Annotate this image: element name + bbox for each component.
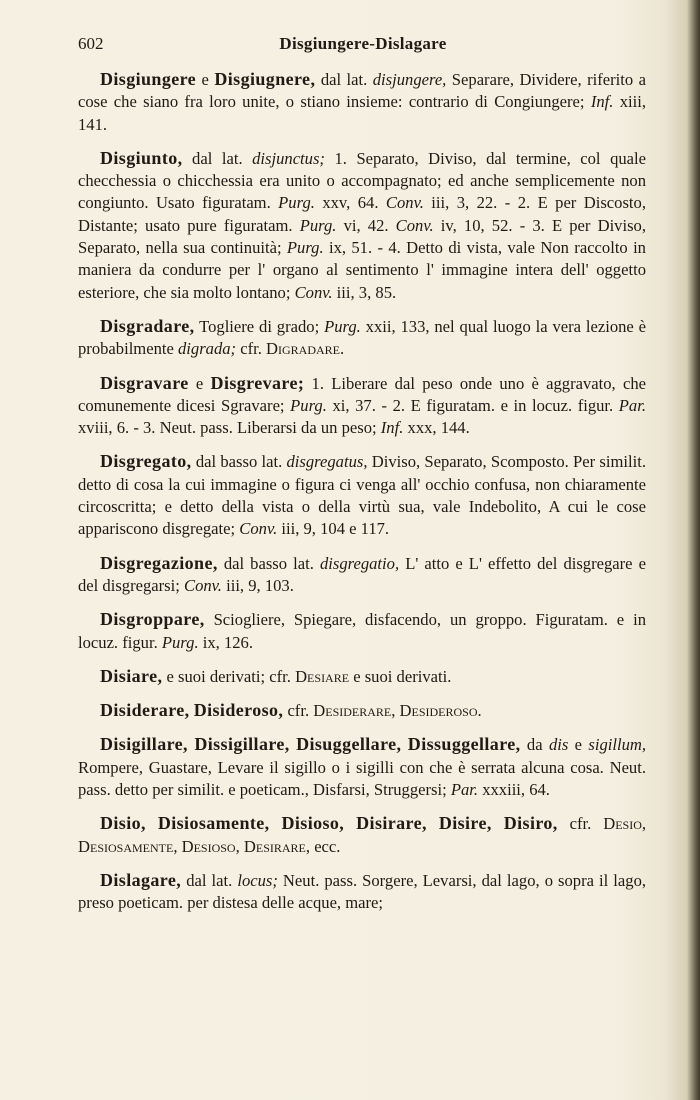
cross-reference: Digradare. <box>266 339 345 359</box>
headword: Disiare, <box>100 665 163 686</box>
entry-text: iii, 9, 104 e 117. <box>277 519 390 539</box>
entry-text: e suoi derivati; cfr. <box>162 666 296 686</box>
headword: Disioso, <box>281 813 345 834</box>
headword: Disgravare <box>100 372 189 393</box>
dictionary-entries <box>78 68 646 926</box>
italic-text: Conv. <box>294 282 333 302</box>
dictionary-entry <box>78 812 646 858</box>
entry-text: Sciogliere, Spiegare, disfacendo, un groppo. Figuratam. e in locuz. figur. <box>78 610 646 652</box>
dictionary-entry <box>78 608 646 654</box>
entry-text: vi, 42. <box>336 215 396 235</box>
entry-text: iv, 10, 52. - 3. E per Diviso, Separato, nella sua continuità; <box>78 215 646 258</box>
entry-text <box>146 814 158 833</box>
headword: Disideroso, <box>193 700 284 721</box>
italic-text: Conv. <box>395 215 434 235</box>
dictionary-entry <box>78 372 646 440</box>
entry-text: L' atto e L' effetto del disgregare e del disgregarsi; <box>78 553 646 595</box>
italic-text: Conv. <box>385 193 424 213</box>
dictionary-entry <box>78 315 646 361</box>
page-binding-edge <box>688 0 700 1100</box>
page-header <box>78 34 648 58</box>
italic-text: disgregatus, <box>286 452 368 472</box>
headword: Dissuggellare, <box>407 734 521 755</box>
dictionary-entry <box>78 147 646 304</box>
entry-text: dal lat. <box>315 70 373 89</box>
headword: Disgiungere <box>100 69 197 89</box>
italic-text: disjunctus; <box>252 148 325 168</box>
entry-text: 1. Liberare dal peso onde uno è aggravato, che comunemente dicesi Sgravare; <box>78 373 646 415</box>
headword: Disgregazione, <box>100 552 218 573</box>
entry-text: Diviso, Separato, Scomposto. Per similit. detto di cosa la cui immagine o figura ci venga all' occhio confusa, non chiaramente circoscritta; e detto della vista o della virtù sua, vale Indebolito, A cui le cose appariscono disgregate; <box>78 452 646 539</box>
entry-text: cfr. <box>236 339 267 359</box>
entry-text <box>344 814 356 833</box>
dictionary-entry <box>78 869 646 915</box>
italic-text: Inf. <box>380 418 404 438</box>
headword: Disgroppare, <box>100 609 205 630</box>
dictionary-entry <box>78 665 646 688</box>
entry-text: xxxiii, 64. <box>478 780 550 800</box>
headword: Disirare, <box>356 813 427 834</box>
entry-text: xi, 37. - 2. E figuratam. e in locuz. figur. <box>326 395 619 415</box>
dictionary-entry <box>78 699 646 722</box>
entry-text: e suoi derivati. <box>349 666 452 686</box>
headword: Disio, <box>100 813 146 834</box>
entry-text: e <box>196 70 215 89</box>
entry-text: Separare, Dividere, riferito a cose che siano fra loro unite, o stiano insieme: contrario di Congiungere; <box>78 70 647 112</box>
entry-text: dal lat. <box>181 870 238 890</box>
headword: Disgiugnere, <box>214 69 316 89</box>
headword: Disgiunto, <box>100 147 183 168</box>
entry-text: xiii, 141. <box>78 92 646 134</box>
dictionary-entry <box>78 552 646 598</box>
headword: Disgradare, <box>100 315 195 336</box>
headword: Disigillare, <box>100 734 188 755</box>
entry-text: xxii, 133, nel qual luogo la vera lezione è probabilmente <box>78 316 647 359</box>
headword: Dislagare, <box>100 869 182 890</box>
entry-text: Neut. pass. Sorgere, Levarsi, dal lago, o sopra il lago, preso poeticam. per distesa delle acque, mare; <box>78 870 647 913</box>
italic-text: Conv. <box>239 519 278 539</box>
italic-text: Purg. <box>324 316 361 336</box>
entry-text <box>270 814 282 833</box>
entry-text: dal lat. <box>182 148 253 168</box>
headword: Dissigillare, <box>194 734 290 755</box>
entry-text: xxx, 144. <box>403 418 470 438</box>
entry-text: da <box>520 735 549 755</box>
italic-text: locus; <box>237 870 278 890</box>
entry-text: iii, 3, 22. - 2. E per Discosto, Distante; usato pure figuratam. <box>78 193 646 235</box>
entry-text: dal basso lat. <box>191 452 287 472</box>
cross-reference: Desiare <box>295 666 350 686</box>
entry-text: xviii, 6. - 3. Neut. pass. Liberarsi da un peso; <box>78 418 381 438</box>
entry-text: iii, 3, 85. <box>332 282 397 302</box>
entry-text: ix, 51. - 4. Detto di vista, vale Non raccolto in maniera da condurre per l' organo al sentimento l' immagine intera dell' oggetto esteriore, che sia molto lontano; <box>78 238 646 302</box>
italic-text: dis <box>548 735 569 755</box>
italic-text: Inf. <box>590 92 614 112</box>
page-number: 602 <box>78 34 104 53</box>
entry-text: cfr. <box>557 814 604 834</box>
italic-text: Par. <box>618 395 646 415</box>
italic-text: Purg. <box>286 238 324 258</box>
italic-text: disgregatio, <box>319 553 400 573</box>
entry-text: Rompere, Guastare, Levare il sigillo o i sigilli con che è serrata alcuna cosa. Neut. pass. detto per similit. e poeticam., Disfarsi, Struggersi; <box>78 757 646 800</box>
entry-text: cfr. <box>283 701 314 721</box>
italic-text: Purg. <box>299 215 337 235</box>
entry-text <box>427 814 439 833</box>
italic-text: Purg. <box>290 395 327 415</box>
headword: Disuggellare, <box>296 734 402 755</box>
italic-text: disjungere, <box>372 70 447 89</box>
headword: Disiderare, <box>100 700 190 721</box>
italic-text: sigillum, <box>588 735 647 755</box>
entry-text: iii, 9, 103. <box>221 575 294 595</box>
entry-text: xxv, 64. <box>314 193 386 213</box>
headword: Disgrevare; <box>210 372 305 393</box>
italic-text: Par. <box>450 780 479 800</box>
dictionary-entry <box>78 733 646 801</box>
dictionary-entry <box>78 68 646 136</box>
entry-text <box>492 814 504 833</box>
entry-text: ecc. <box>310 836 341 856</box>
italic-text: Conv. <box>184 575 222 595</box>
headword: Disiro, <box>503 813 558 834</box>
italic-text: digrada; <box>178 339 237 359</box>
italic-text: Purg. <box>278 193 315 213</box>
entry-text: 1. Separato, Diviso, dal termine, col quale checchessia o chicchessia era unito o accompagnato; ed anche semplicemente non congiunto. Usato figuratam. <box>78 148 646 213</box>
entry-text: e <box>188 373 211 393</box>
entry-text: e <box>568 735 589 755</box>
entry-text: ix, 126. <box>198 632 254 652</box>
cross-reference: Desiderare, Desideroso. <box>313 701 482 721</box>
italic-text: Purg. <box>161 632 199 652</box>
dictionary-entry <box>78 450 646 540</box>
headword: Disgregato, <box>100 451 192 472</box>
headword: Disiosamente, <box>157 813 270 834</box>
entry-text: Togliere di grado; <box>194 316 325 336</box>
running-title: Disgiungere-Dislagare <box>279 34 447 53</box>
headword: Disire, <box>438 813 492 834</box>
cross-reference: Desio, Desiosamente, Desioso, Desirare, <box>78 814 647 856</box>
entry-text: dal basso lat. <box>217 553 320 573</box>
